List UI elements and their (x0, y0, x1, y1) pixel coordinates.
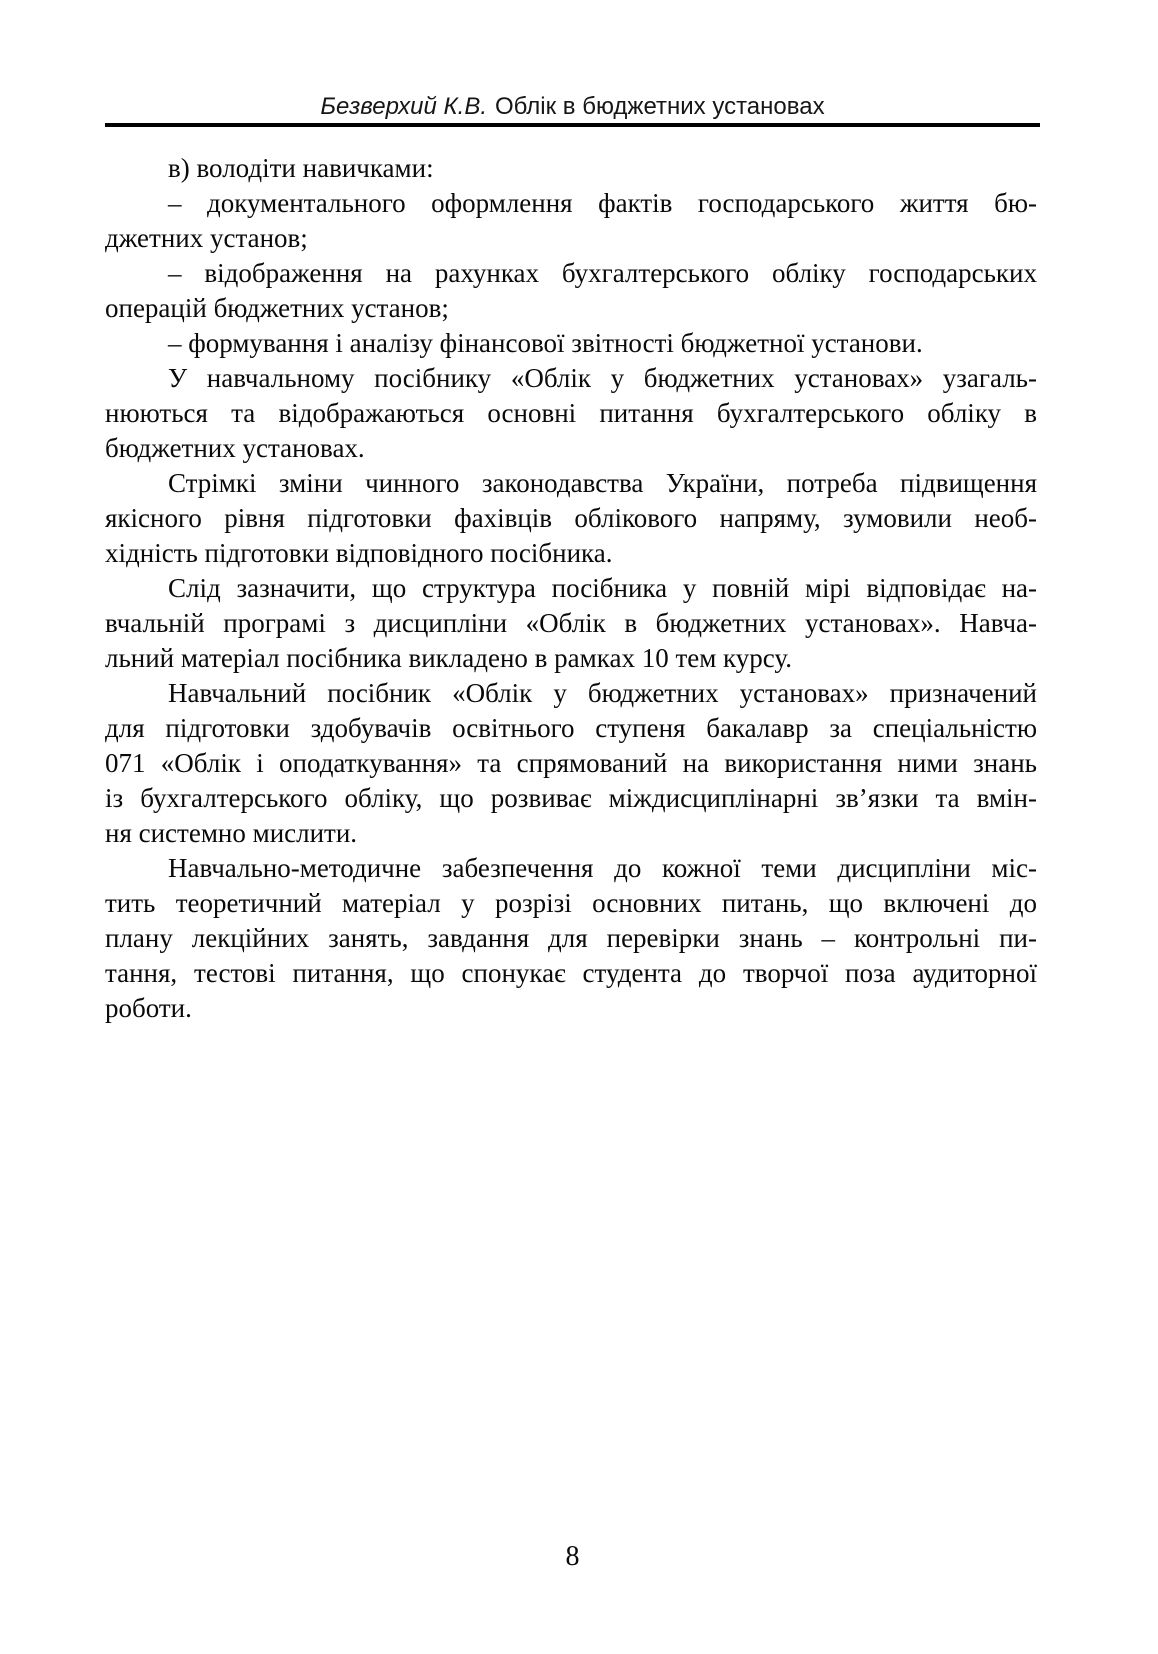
text-line: операцій бюджетних установ; (105, 293, 449, 323)
text-line: тить теоретичний матеріал у розрізі основних питань, що включені до (105, 888, 1037, 918)
header-author: Безверхий К.В. (320, 93, 488, 120)
text-line: джетних установ; (105, 223, 308, 253)
paragraph (105, 151, 1037, 186)
paragraph (105, 851, 1037, 1026)
text-line: Навчально-методичне забезпечення до кожної теми дисципліни міс- (168, 853, 1037, 883)
text-line: нюються та відображаються основні питання бухгалтерського обліку в (105, 398, 1037, 428)
text-line: Навчальний посібник «Облік у бюджетних установах» призначений (168, 678, 1037, 708)
body-paragraphs (105, 151, 1037, 1026)
text-line: в) володіти навичками: (168, 153, 434, 183)
text-line: із бухгалтерського обліку, що розвиває міждисциплінарні зв’язки та вмін- (105, 783, 1037, 813)
text-line: ня системно мислити. (105, 818, 358, 848)
paragraph (105, 361, 1037, 466)
text-line: тання, тестові питання, що спонукає студента до творчої поза аудиторної (105, 958, 1037, 988)
text-line: – формування і аналізу фінансової звітності бюджетної установи. (168, 328, 923, 358)
running-header (105, 93, 1040, 120)
text-line: У навчальному посібнику «Облік у бюджетних установах» узагаль- (168, 363, 1037, 393)
text-line: плану лекційних занять, завдання для перевірки знань – контрольні пи- (105, 923, 1037, 953)
paragraph (105, 186, 1037, 256)
paragraph (105, 256, 1037, 326)
header-title: Облік в бюджетних установах (494, 93, 825, 120)
paragraph (105, 676, 1037, 851)
page-number: 8 (565, 1541, 580, 1572)
text-line: льний матеріал посібника викладено в рамках 10 тем курсу. (105, 643, 792, 673)
text-line: – відображення на рахунках бухгалтерського обліку господарських (168, 258, 1037, 288)
text-line: Слід зазначити, що структура посібника у повній мірі відповідає на- (168, 573, 1037, 603)
text-line: – документального оформлення фактів господарського життя бю- (168, 188, 1037, 218)
text-line: 071 «Облік і оподаткування» та спрямований на використання ними знань (105, 748, 1037, 778)
paragraph (105, 571, 1037, 676)
text-line: роботи. (105, 993, 192, 1023)
text-line: хідність підготовки відповідного посібника. (105, 538, 613, 568)
paragraph (105, 466, 1037, 571)
text-line: бюджетних установах. (105, 433, 365, 463)
text-line: Стрімкі зміни чинного законодавства України, потреба підвищення (168, 468, 1037, 498)
text-line: якісного рівня підготовки фахівців облікового напряму, зумовили необ- (105, 503, 1037, 533)
text-line: вчальній програмі з дисципліни «Облік в бюджетних установах». Навча- (105, 608, 1037, 638)
header-rule (105, 123, 1040, 127)
text-line: для підготовки здобувачів освітнього ступеня бакалавр за спеціальністю (105, 713, 1037, 743)
paragraph (105, 326, 1037, 361)
